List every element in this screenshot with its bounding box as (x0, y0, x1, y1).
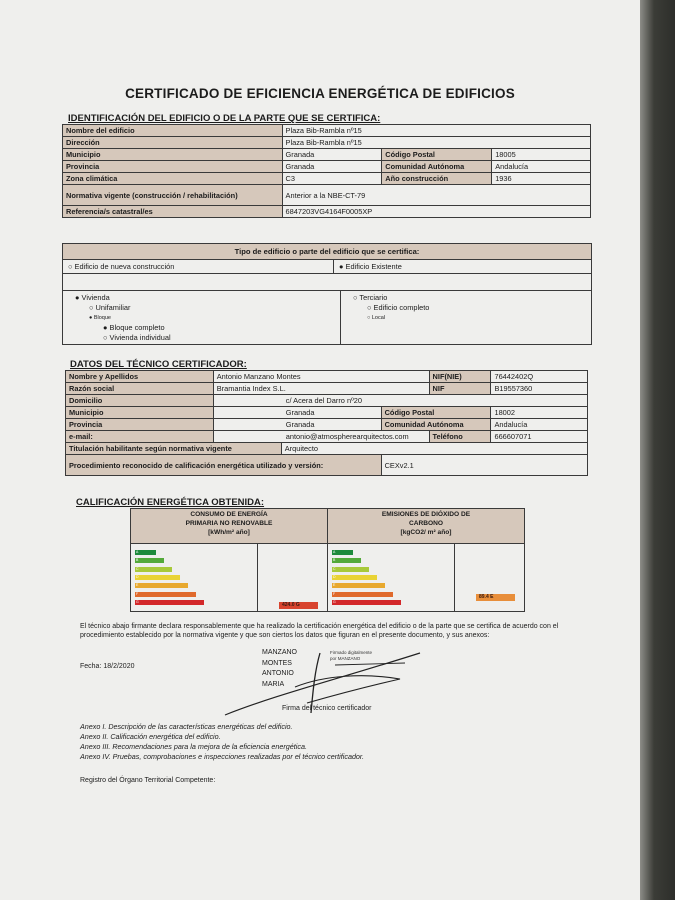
label-razon-social: Razón social (66, 383, 214, 395)
table-row (63, 125, 591, 137)
bullet-selected-icon: ● (339, 262, 344, 271)
energy-scale-bar-g: G (135, 600, 204, 605)
label-codigo-postal: Código Postal (382, 149, 492, 161)
value-municipio: Granada (282, 149, 382, 161)
option-vivienda-individual (75, 333, 340, 343)
annex-item: Anexo IV. Pruebas, comprobaciones e inspecciones realizadas por el técnico certificador. (80, 752, 365, 761)
energy-scale-bar-f: F (332, 592, 393, 597)
value-ano-construccion: 1936 (492, 173, 591, 185)
option-label: Edificio completo (373, 303, 430, 312)
option-label: Edificio de nueva construcción (74, 262, 175, 271)
screen-edge (640, 0, 675, 900)
value-telefono: 666607071 (491, 431, 588, 443)
table-row (66, 371, 588, 383)
option-bloque (75, 313, 340, 323)
value-domicilio: c/ Acera del Darro nº20 (213, 395, 587, 407)
label-zona-climatica: Zona climática (63, 173, 283, 185)
label-nif: NIF (429, 383, 491, 395)
energy-scale-bar-f: F (135, 592, 196, 597)
table-row (63, 173, 591, 185)
value-nif-nie: 76442402Q (491, 371, 588, 383)
energy-scale-bar-c: C (332, 567, 369, 572)
section-identification-heading: IDENTIFICACIÓN DEL EDIFICIO O DE LA PARTE QUE SE CERTIFICA: (68, 113, 381, 124)
label-municipio: Municipio (66, 407, 214, 419)
option-edificio-completo (353, 303, 429, 313)
label-provincia: Provincia (66, 419, 214, 431)
rating-panel-consumo (130, 508, 328, 612)
value-email: antonio@atmospherearquitectos.com (213, 431, 429, 443)
label-ano-construccion: Año construcción (382, 173, 492, 185)
consumo-title-line1: CONSUMO DE ENERGÍA (190, 511, 268, 518)
value-nombre-edificio: Plaza Bib-Rambla nº15 (282, 125, 590, 137)
emisiones-title-line1: EMISIONES DE DIÓXIDO DE (381, 511, 471, 518)
option-edificio-nueva-construccion (63, 260, 334, 273)
option-edificio-existente (334, 260, 402, 273)
energy-scale-bar-a: A (332, 550, 353, 555)
energy-scale-bar-d: D (332, 575, 377, 580)
option-label: Unifamiliar (95, 303, 131, 312)
value-comunidad-autonoma: Andalucía (492, 161, 591, 173)
table-row (66, 431, 588, 443)
label-direccion: Dirección (63, 137, 283, 149)
signature-text-line: por MANZANO (330, 655, 361, 661)
label-codigo-postal: Código Postal (381, 407, 491, 419)
signer-name-line: MARIA (262, 680, 285, 688)
table-row (63, 149, 591, 161)
label-nif-nie: NIF(NIE) (429, 371, 491, 383)
bullet-selected-icon: ● (89, 315, 93, 321)
value-referencia-catastral: 6847203VG4164F0005XP (282, 206, 590, 218)
value-procedimiento: CEXv2.1 (381, 455, 587, 476)
radio-empty-icon: ○ (367, 303, 372, 312)
label-comunidad-autonoma: Comunidad Autónoma (382, 161, 492, 173)
value-provincia: Granada (282, 161, 382, 173)
registro-text: Registro del Órgano Territorial Competente: (80, 777, 216, 784)
label-provincia: Provincia (63, 161, 283, 173)
table-row (63, 161, 591, 173)
label-referencia-catastral: Referencia/s catastral/es (63, 206, 283, 218)
value-nombre-apellidos: Antonio Manzano Montes (213, 371, 429, 383)
energy-scale-bar-b: B (135, 558, 164, 563)
signature-text-line: Firmado digitalmente (330, 650, 373, 655)
signer-name-line: MONTES (262, 659, 292, 667)
consumo-title-line2: PRIMARIA NO RENOVABLE (185, 520, 273, 527)
consumo-unit: [kWh/m² año] (208, 529, 250, 536)
energy-scale-bar-g: G (332, 600, 401, 605)
table-row (63, 137, 591, 149)
annex-item: Anexo II. Calificación energética del edificio. (80, 732, 221, 741)
value-provincia: Granada (213, 419, 381, 431)
value-zona-climatica: C3 (282, 173, 382, 185)
table-row (66, 395, 588, 407)
value-direccion: Plaza Bib-Rambla nº15 (282, 137, 590, 149)
annex-item: Anexo I. Descripción de las características energéticas del edificio. (80, 722, 293, 731)
label-email: e-mail: (66, 431, 214, 443)
label-normativa-vigente: Normativa vigente (construcción / rehabilitación) (63, 185, 283, 206)
table-row (63, 206, 591, 218)
radio-empty-icon: ○ (89, 303, 94, 312)
table-row (66, 419, 588, 431)
energy-scale-bar-d: D (135, 575, 180, 580)
value-razon-social: Bramantia Index S.L. (213, 383, 429, 395)
table-row (66, 407, 588, 419)
energy-scale-bar-e: E (332, 583, 385, 588)
annex-list (80, 722, 364, 762)
option-label: Bloque (93, 315, 111, 321)
value-codigo-postal: 18002 (491, 407, 588, 419)
value-comunidad-autonoma: Andalucía (491, 419, 588, 431)
value-codigo-postal: 18005 (492, 149, 591, 161)
fecha: Fecha: 18/2/2020 (80, 663, 135, 670)
option-local (353, 313, 429, 323)
radio-empty-icon: ○ (353, 293, 358, 302)
radio-empty-icon: ○ (367, 315, 371, 321)
label-comunidad-autonoma: Comunidad Autónoma (381, 419, 491, 431)
label-titulacion: Titulación habilitante según normativa vigente (66, 443, 282, 455)
label-telefono: Teléfono (429, 431, 491, 443)
emisiones-rating-tag: 89.4 E (476, 594, 515, 601)
value-normativa-vigente: Anterior a la NBE-CT-79 (282, 185, 590, 206)
annex-item: Anexo III. Recomendaciones para la mejora de la eficiencia energética. (80, 742, 307, 751)
value-nif: B19557360 (491, 383, 588, 395)
energy-scale-bar-e: E (135, 583, 188, 588)
section-rating-heading: CALIFICACIÓN ENERGÉTICA OBTENIDA: (76, 497, 265, 508)
option-label: Local (371, 315, 386, 321)
value-municipio: Granada (213, 407, 381, 419)
option-bloque-completo (75, 323, 340, 333)
emisiones-title-line2: CARBONO (408, 520, 444, 527)
section-technician-heading: DATOS DEL TÉCNICO CERTIFICADOR: (70, 359, 247, 370)
signer-name-line: MANZANO (262, 649, 297, 656)
emisiones-unit: [kgCO2/ m² año] (400, 529, 452, 536)
option-vivienda (75, 293, 340, 303)
radio-empty-icon: ○ (103, 333, 108, 342)
rating-panel-emisiones (327, 508, 525, 612)
bullet-selected-icon: ● (75, 293, 80, 302)
option-label: Edificio Existente (345, 262, 402, 271)
energy-scale-bar-a: A (135, 550, 156, 555)
table-row (66, 443, 588, 455)
option-label: Vivienda (81, 293, 110, 302)
value-titulacion: Arquitecto (281, 443, 587, 455)
option-terciario (353, 293, 429, 303)
energy-scale-bar-b: B (332, 558, 361, 563)
label-domicilio: Domicilio (66, 395, 214, 407)
table-row (63, 185, 591, 206)
label-procedimiento: Procedimiento reconocido de calificación energética utilizado y versión: (66, 455, 382, 476)
option-unifamiliar (75, 303, 340, 313)
signature-caption: Firma del técnico certificador (282, 705, 372, 712)
consumo-rating-tag: 424.0 G (279, 602, 318, 609)
bullet-selected-icon: ● (103, 323, 108, 332)
option-label: Terciario (359, 293, 388, 302)
label-nombre-apellidos: Nombre y Apellidos (66, 371, 214, 383)
document-title: CERTIFICADO DE EFICIENCIA ENERGÉTICA DE EDIFICIOS (125, 86, 515, 101)
technician-table (65, 370, 588, 476)
identification-table (62, 124, 591, 218)
option-label: Vivienda individual (109, 333, 171, 342)
building-type-box (62, 243, 592, 345)
option-label: Bloque completo (109, 323, 165, 332)
radio-empty-icon: ○ (68, 262, 73, 271)
signer-name-line: ANTONIO (262, 670, 294, 677)
energy-scale-bar-c: C (135, 567, 172, 572)
table-row (66, 455, 588, 476)
declaration-text: El técnico abajo firmante declara responsablemente que ha realizado la certificación energética del edificio o de la parte que se certifica de acuerdo con el procedimiento establecido por la normativa vigente y que son ciertos los datos que figuran en el presente documento, y sus anexos: (80, 623, 559, 639)
table-row (66, 383, 588, 395)
label-municipio: Municipio (63, 149, 283, 161)
building-type-heading: Tipo de edificio o parte del edificio que se certifica: (63, 244, 591, 260)
label-nombre-edificio: Nombre del edificio (63, 125, 283, 137)
